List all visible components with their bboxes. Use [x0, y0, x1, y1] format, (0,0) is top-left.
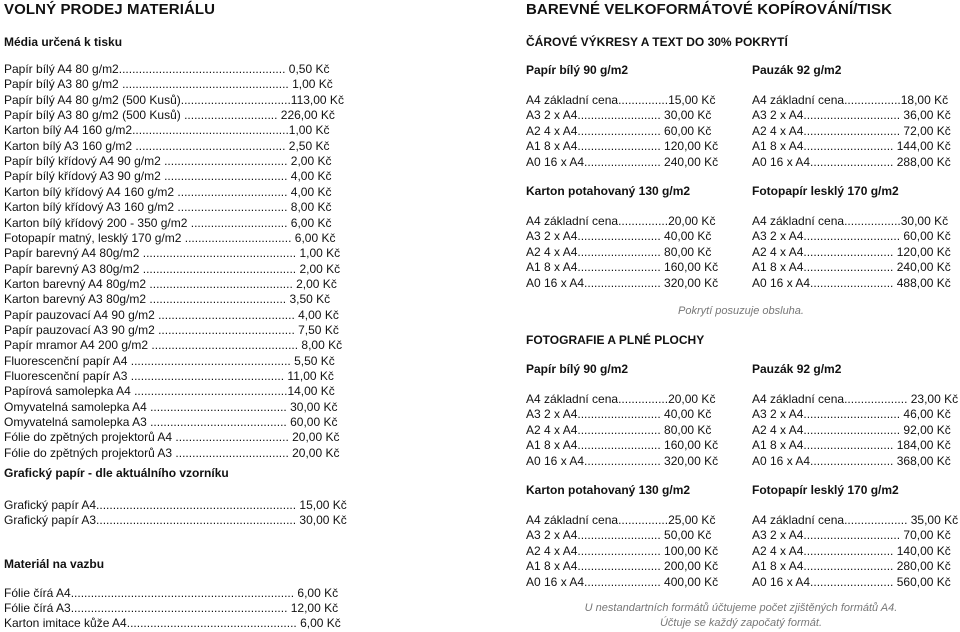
- price-row: Papír pauzovací A3 90 g/m2 ......................................... 7,50 Kč: [4, 322, 339, 337]
- price-row: A2 4 x A4......................... 100,00 Kč: [526, 543, 719, 558]
- price-row: A2 4 x A4............................. 92,00 Kč: [752, 422, 951, 437]
- price-row: Karton bílý křídový A4 160 g/m2 ................................. 4,00 Kč: [4, 184, 332, 199]
- price-row: A0 16 x A4......................... 560,00 Kč: [752, 574, 951, 589]
- price-row: A4 základní cena...............25,00 Kč: [526, 513, 716, 527]
- footer-note-2: Účtuje se každý započatý formát.: [659, 617, 822, 629]
- price-row: A0 16 x A4....................... 240,00 Kč: [526, 154, 719, 169]
- price-row: A1 8 x A4........................... 144,00 Kč: [752, 139, 951, 154]
- price-row: A4 základní cena................... 35,00 Kč: [752, 513, 959, 527]
- price-row: Papír bílý A3 80 g/m2 .................................................. 1,00 Kč: [4, 77, 333, 92]
- price-row: A2 4 x A4......................... 60,00 Kč: [526, 123, 712, 138]
- price-row: A2 4 x A4........................... 120,00 Kč: [752, 244, 951, 259]
- block-heading: Fotopapír lesklý 170 g/m2: [752, 483, 899, 497]
- price-row: Karton barevný A4 80g/m2 ........................................... 2,00 Kč: [4, 276, 337, 291]
- price-row: A1 8 x A4......................... 160,00 Kč: [526, 438, 719, 453]
- price-row: A0 16 x A4....................... 320,00 Kč: [526, 275, 719, 290]
- block-heading: Pauzák 92 g/m2: [752, 63, 842, 77]
- price-row: A4 základní cena.................30,00 Kč: [752, 214, 949, 228]
- price-row: A4 základní cena...............20,00 Kč: [526, 214, 716, 228]
- price-row: Karton bílý křídový 200 - 350 g/m2 ............................. 6,00 Kč: [4, 215, 332, 230]
- price-row: Karton barevný A3 80g/m2 ......................................... 3,50 Kč: [4, 292, 331, 307]
- price-row: A0 16 x A4......................... 288,00 Kč: [752, 154, 951, 169]
- price-row: Fólie do zpětných projektorů A4 .................................. 20,00 Kč: [4, 430, 340, 445]
- price-row: Papír mramor A4 200 g/m2 ............................................ 8,00 Kč: [4, 338, 343, 353]
- price-row: A0 16 x A4....................... 400,00 Kč: [526, 574, 719, 589]
- block-heading: Papír bílý 90 g/m2: [526, 63, 629, 77]
- price-row: Papír bílý A3 80 g/m2 (500 Kusů) ............................ 226,00 Kč: [4, 108, 335, 123]
- price-row: A4 základní cena................... 23,00 Kč: [752, 392, 959, 406]
- price-row: Papír pauzovací A4 90 g/m2 ......................................... 4,00 Kč: [4, 307, 339, 322]
- graph-heading: Grafický papír - dle aktuálního vzorníku: [4, 466, 229, 480]
- price-row: A1 8 x A4........................... 184,00 Kč: [752, 438, 951, 453]
- price-row: Papírová samolepka A4 ..............................................14,00 Kč: [4, 384, 335, 399]
- price-row: A1 8 x A4......................... 200,00 Kč: [526, 559, 719, 574]
- coverage-note: Pokrytí posuzuje obsluha.: [678, 305, 804, 317]
- price-row: A1 8 x A4......................... 120,00 Kč: [526, 139, 719, 154]
- block-heading: Pauzák 92 g/m2: [752, 362, 842, 376]
- price-row: Fotopapír matný, lesklý 170 g/m2 ................................ 6,00 Kč: [4, 230, 336, 245]
- binding-heading: Materiál na vazbu: [4, 557, 105, 571]
- price-row: A2 4 x A4............................. 72,00 Kč: [752, 123, 951, 138]
- price-row: A4 základní cena.................18,00 Kč: [752, 93, 949, 107]
- right-title: BAREVNÉ VELKOFORMÁTOVÉ KOPÍROVÁNÍ/TISK: [526, 1, 893, 18]
- price-row: Papír bílý A4 80 g/m2 (500 Kusů).................................113,00 Kč: [4, 92, 344, 107]
- price-row: A3 2 x A4......................... 40,00 Kč: [526, 229, 712, 244]
- price-row: A4 základní cena...............15,00 Kč: [526, 93, 716, 107]
- price-row: Papír bílý křídový A3 90 g/m2 ..................................... 4,00 Kč: [4, 169, 332, 184]
- price-row: A1 8 x A4......................... 160,00 Kč: [526, 260, 719, 275]
- price-row: A2 4 x A4........................... 140,00 Kč: [752, 543, 951, 558]
- price-row: Fluorescenční papír A4 ................................................ 5,50 Kč: [4, 353, 335, 368]
- price-row: Fólie do zpětných projektorů A3 .................................. 20,00 Kč: [4, 445, 340, 460]
- price-row: A0 16 x A4......................... 368,00 Kč: [752, 453, 951, 468]
- price-row: Papír bílý A4 80 g/m2.................................................. 0,50 Kč: [4, 62, 330, 76]
- price-row: Karton imitace kůže A4................................................... 6,00 Kč: [4, 616, 341, 630]
- block-heading: Karton potahovaný 130 g/m2: [526, 184, 691, 198]
- left-title: VOLNÝ PRODEJ MATERIÁLU: [4, 1, 216, 18]
- price-row: Fluorescenční papír A3 .............................................. 11,00 Kč: [4, 369, 334, 383]
- price-row: A1 8 x A4........................... 280,00 Kč: [752, 559, 951, 574]
- price-row: Papír barevný A4 80g/m2 .............................................. 1,00 Kč: [4, 246, 341, 261]
- price-row: A3 2 x A4......................... 50,00 Kč: [526, 528, 712, 543]
- right-subtitle: ČÁROVÉ VÝKRESY A TEXT DO 30% POKRYTÍ: [526, 35, 788, 49]
- price-row: A2 4 x A4......................... 80,00 Kč: [526, 422, 712, 437]
- price-row: A1 8 x A4........................... 240,00 Kč: [752, 260, 951, 275]
- price-row: A0 16 x A4......................... 488,00 Kč: [752, 275, 951, 290]
- price-row: Papír bílý křídový A4 90 g/m2 ..................................... 2,00 Kč: [4, 154, 332, 169]
- block-heading: Karton potahovaný 130 g/m2: [526, 483, 691, 497]
- price-row: A3 2 x A4............................. 46,00 Kč: [752, 407, 951, 422]
- price-row: A3 2 x A4......................... 30,00 Kč: [526, 108, 712, 123]
- price-row: Grafický papír A4............................................................ 15,00 Kč: [4, 498, 347, 512]
- price-row: A3 2 x A4............................. 36,00 Kč: [752, 108, 951, 123]
- price-row: Papír barevný A3 80g/m2 .............................................. 2,00 Kč: [4, 261, 341, 276]
- price-row: Omyvatelná samolepka A4 ......................................... 30,00 Kč: [4, 399, 338, 414]
- price-row: Grafický papír A3............................................................ 30,00 Kč: [4, 513, 347, 527]
- price-row: A3 2 x A4............................. 70,00 Kč: [752, 528, 951, 543]
- price-row: Karton bílý A3 160 g/m2 ............................................. 2,50 Kč: [4, 138, 330, 153]
- block-heading: Papír bílý 90 g/m2: [526, 362, 629, 376]
- price-row: Fólie čírá A4................................................................... 6,00 Kč: [4, 586, 339, 600]
- price-row: A3 2 x A4......................... 40,00 Kč: [526, 407, 712, 422]
- price-row: Fólie čírá A3................................................................. 12,00 Kč: [4, 601, 339, 615]
- footer-note-1: U nestandartních formátů účtujeme počet zjištěných formátů A4.: [584, 602, 898, 614]
- left-subtitle: Média určená k tisku: [4, 35, 123, 49]
- price-row: A4 základní cena...............20,00 Kč: [526, 392, 716, 406]
- block-heading: Fotopapír lesklý 170 g/m2: [752, 184, 899, 198]
- price-row: Karton bílý křídový A3 160 g/m2 ................................. 8,00 Kč: [4, 200, 332, 215]
- photo-title: FOTOGRAFIE A PLNÉ PLOCHY: [526, 333, 705, 347]
- price-row: Omyvatelná samolepka A3 ......................................... 60,00 Kč: [4, 415, 338, 430]
- price-row: Karton bílý A4 160 g/m2...............................................1,00 Kč: [4, 123, 330, 138]
- price-row: A0 16 x A4....................... 320,00 Kč: [526, 453, 719, 468]
- price-row: A2 4 x A4......................... 80,00 Kč: [526, 244, 712, 259]
- price-row: A3 2 x A4............................. 60,00 Kč: [752, 229, 951, 244]
